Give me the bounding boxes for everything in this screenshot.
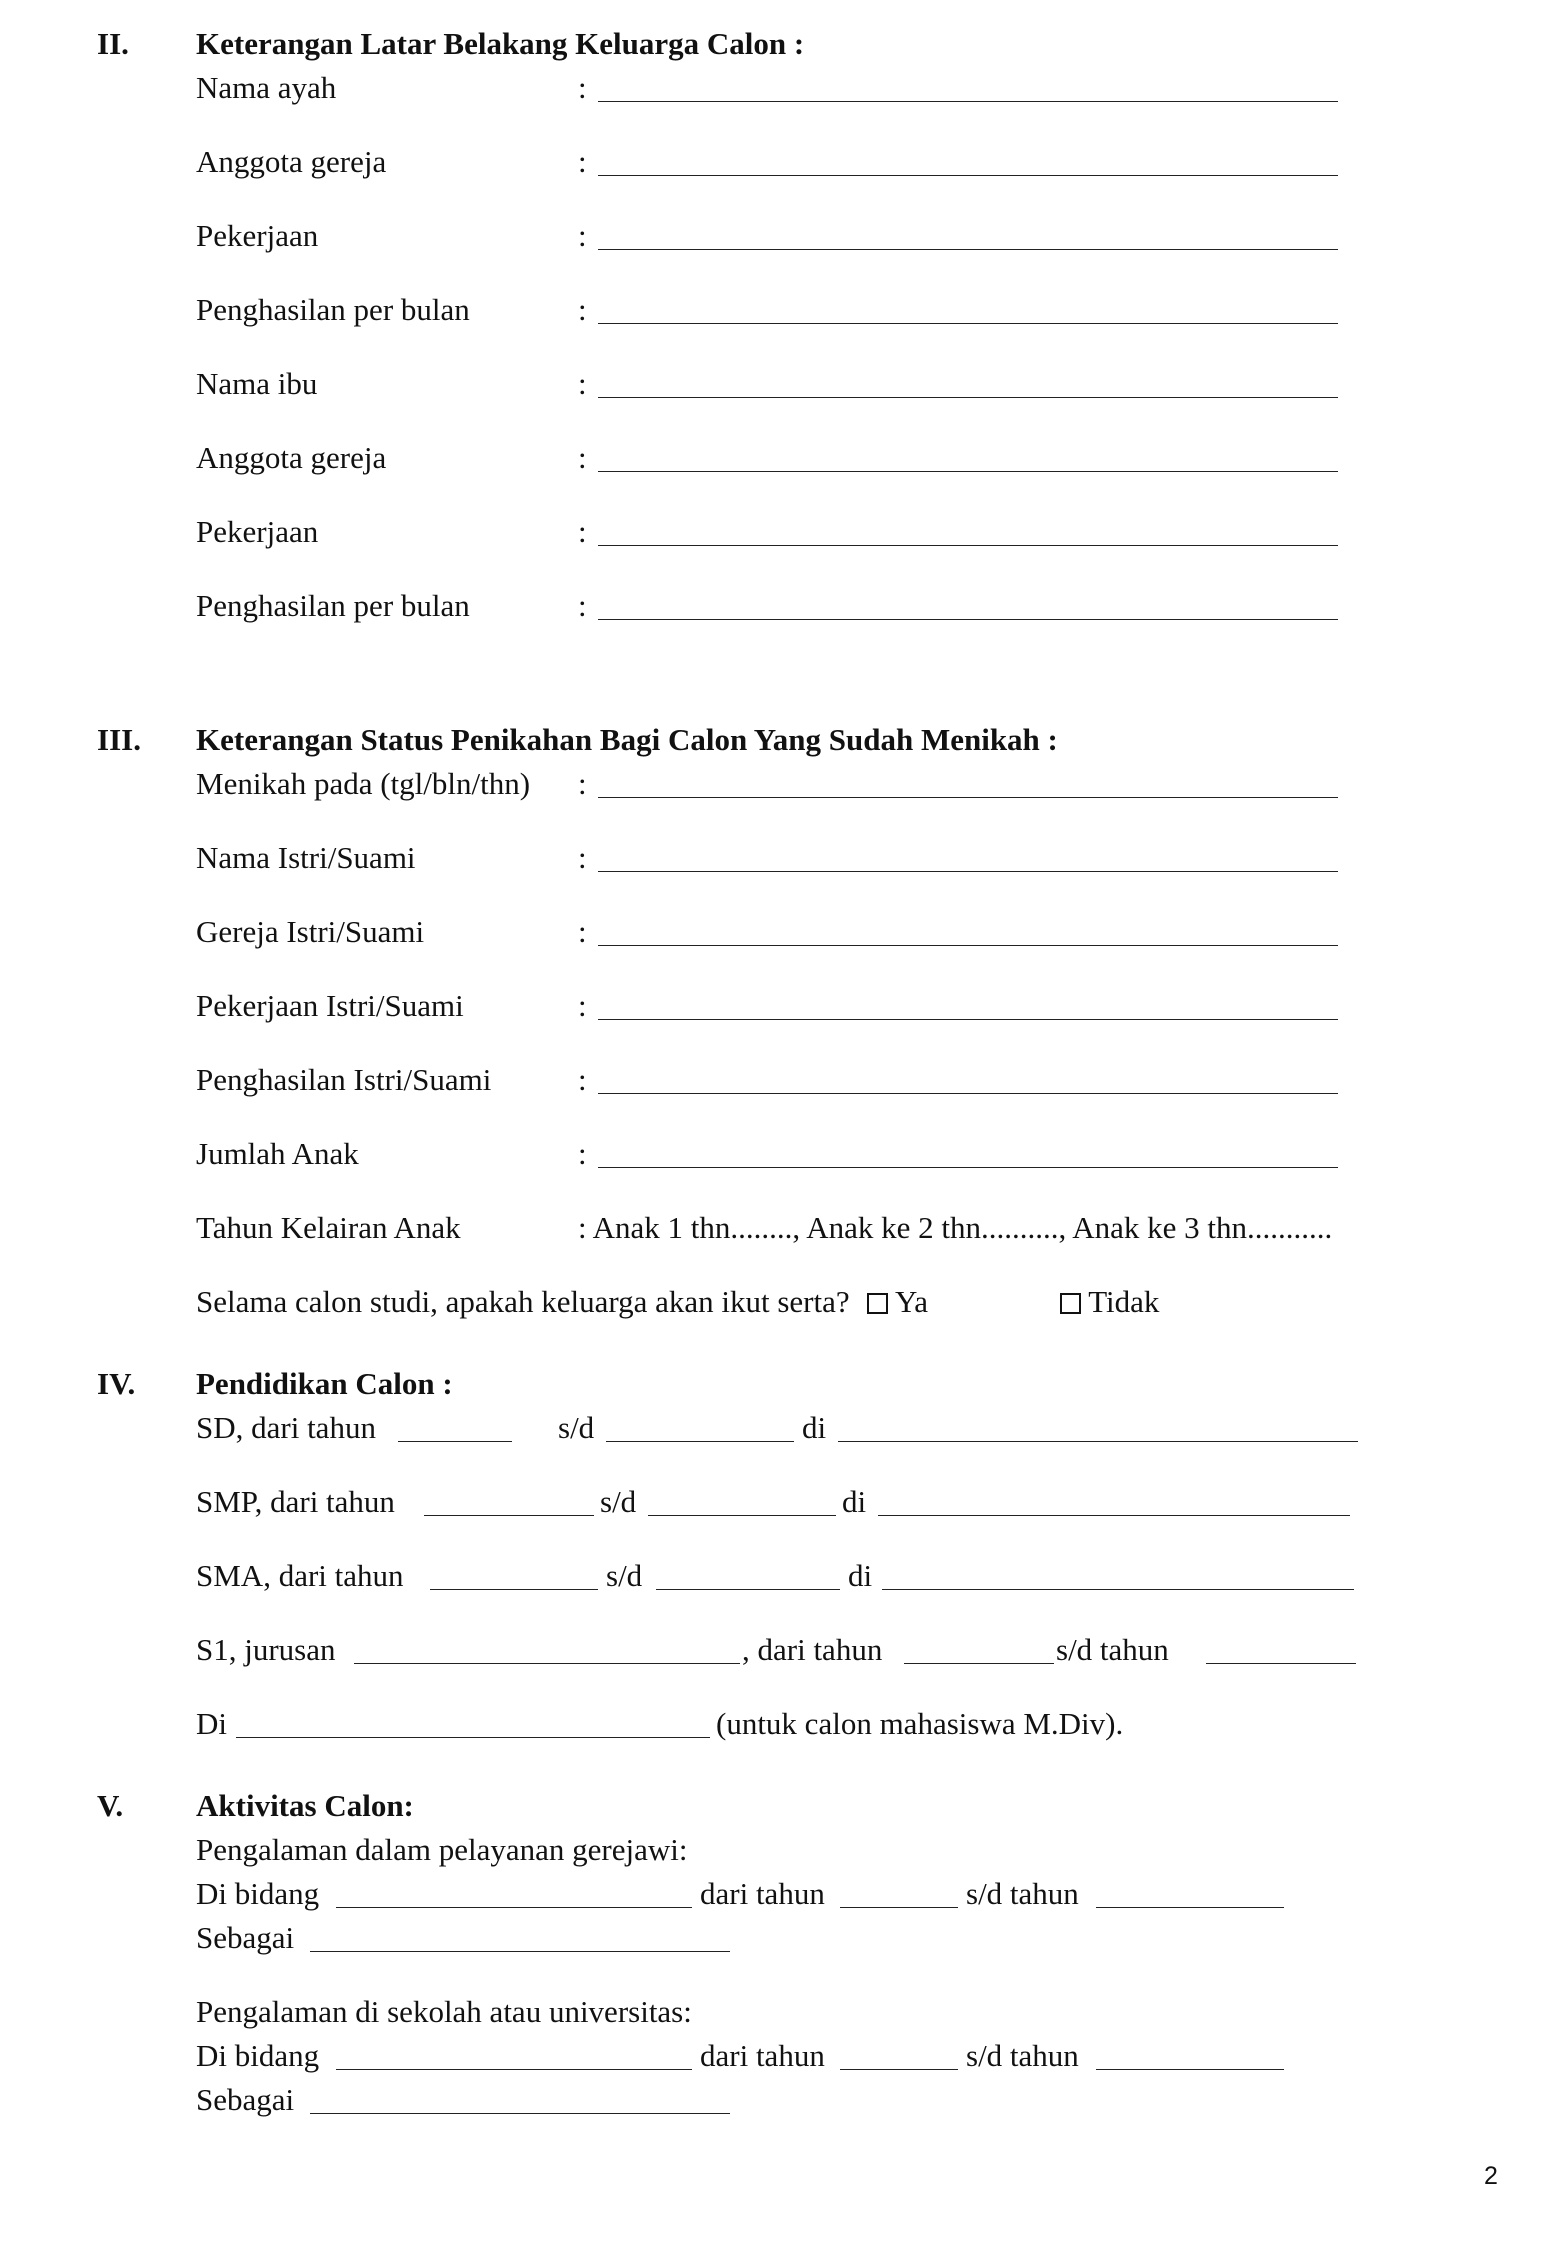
field-blank-gereja-pasangan[interactable] <box>598 945 1338 946</box>
field-label-penghasilan-ibu: Penghasilan per bulan <box>196 588 470 623</box>
sebagai-label: Sebagai <box>196 2082 295 2117</box>
di-bidang-label: Di bidang <box>196 1876 320 1911</box>
dari-tahun-label: dari tahun <box>700 1876 825 1911</box>
field-label-pekerjaan-pasangan: Pekerjaan Istri/Suami <box>196 988 464 1023</box>
edu-s1-start-blank[interactable] <box>904 1663 1054 1664</box>
colon: : <box>578 514 587 549</box>
exp-school-start-blank[interactable] <box>840 2069 958 2070</box>
field-blank-menikah-pada[interactable] <box>598 797 1338 798</box>
colon: : <box>578 70 587 105</box>
edu-sd-label: SD, dari tahun <box>196 1410 376 1445</box>
edu-s1-end-blank[interactable] <box>1206 1663 1356 1664</box>
field-label-anggota-gereja-ibu: Anggota gereja <box>196 440 387 475</box>
field-label-nama-ibu: Nama ibu <box>196 366 318 401</box>
edu-sma-label: SMA, dari tahun <box>196 1558 404 1593</box>
colon: : <box>578 292 587 327</box>
field-blank-pekerjaan-ibu[interactable] <box>598 545 1338 546</box>
mdiv-note: (untuk calon mahasiswa M.Div). <box>716 1706 1124 1741</box>
children-birth-years: : Anak 1 thn........, Anak ke 2 thn.........., Anak ke 3 thn........... <box>578 1210 1333 1245</box>
checkbox-tidak-label: Tidak <box>1088 1284 1160 1319</box>
edu-sma-start-blank[interactable] <box>430 1589 598 1590</box>
checkbox-tidak[interactable] <box>1060 1293 1081 1314</box>
edu-sma-end-blank[interactable] <box>656 1589 840 1590</box>
field-label-nama-ayah: Nama ayah <box>196 70 337 105</box>
field-blank-anggota-gereja-ibu[interactable] <box>598 471 1338 472</box>
colon: : <box>578 144 587 179</box>
sd-word: s/d <box>606 1558 643 1593</box>
field-label-penghasilan-pasangan: Penghasilan Istri/Suami <box>196 1062 492 1097</box>
exp-school-end-blank[interactable] <box>1096 2069 1284 2070</box>
sd-tahun-label: s/d tahun <box>966 1876 1079 1911</box>
exp-school-heading: Pengalaman di sekolah atau universitas: <box>196 1994 692 2029</box>
page-number: 2 <box>1484 2162 1498 2190</box>
colon: : <box>578 1136 587 1171</box>
section-3-title: Keterangan Status Penikahan Bagi Calon Yang Sudah Menikah : <box>196 722 1058 757</box>
di-bidang-label: Di bidang <box>196 2038 320 2073</box>
edu-s1-major-blank[interactable] <box>354 1663 740 1664</box>
colon: : <box>578 914 587 949</box>
field-blank-nama-ayah[interactable] <box>598 101 1338 102</box>
sd-word: s/d <box>600 1484 637 1519</box>
field-blank-jumlah-anak[interactable] <box>598 1167 1338 1168</box>
exp-church-field-blank[interactable] <box>336 1907 692 1908</box>
edu-sd-start-blank[interactable] <box>398 1441 512 1442</box>
colon: : <box>578 218 587 253</box>
di-word: di <box>848 1558 873 1593</box>
field-blank-pekerjaan-pasangan[interactable] <box>598 1019 1338 1020</box>
section-2-title: Keterangan Latar Belakang Keluarga Calon : <box>196 26 805 61</box>
field-blank-penghasilan-ibu[interactable] <box>598 619 1338 620</box>
exp-school-field-blank[interactable] <box>336 2069 692 2070</box>
field-blank-anggota-gereja-ayah[interactable] <box>598 175 1338 176</box>
s1-dari-tahun: , dari tahun <box>742 1632 883 1667</box>
field-blank-nama-pasangan[interactable] <box>598 871 1338 872</box>
exp-church-start-blank[interactable] <box>840 1907 958 1908</box>
edu-smp-start-blank[interactable] <box>424 1515 594 1516</box>
section-4-title: Pendidikan Calon : <box>196 1366 453 1401</box>
section-3-number: III. <box>97 722 141 757</box>
sd-tahun-label: s/d tahun <box>966 2038 1079 2073</box>
exp-church-role-blank[interactable] <box>310 1951 730 1952</box>
di-word: di <box>802 1410 827 1445</box>
checkbox-ya[interactable] <box>867 1293 888 1314</box>
section-4-number: IV. <box>97 1366 136 1401</box>
di-word: di <box>842 1484 867 1519</box>
field-blank-penghasilan-pasangan[interactable] <box>598 1093 1338 1094</box>
section-5-title: Aktivitas Calon: <box>196 1788 414 1823</box>
s1-sd-tahun: s/d tahun <box>1056 1632 1169 1667</box>
exp-church-end-blank[interactable] <box>1096 1907 1284 1908</box>
field-label-anggota-gereja-ayah: Anggota gereja <box>196 144 387 179</box>
edu-s1-label: S1, jurusan <box>196 1632 336 1667</box>
colon: : <box>578 366 587 401</box>
family-question-text: Selama calon studi, apakah keluarga akan ikut serta? <box>196 1284 850 1319</box>
field-blank-pekerjaan-ayah[interactable] <box>598 249 1338 250</box>
edu-smp-end-blank[interactable] <box>648 1515 836 1516</box>
field-label-penghasilan-ayah: Penghasilan per bulan <box>196 292 470 327</box>
edu-di-label: Di <box>196 1706 227 1741</box>
colon: : <box>578 588 587 623</box>
field-label-nama-pasangan: Nama Istri/Suami <box>196 840 416 875</box>
colon: : <box>578 988 587 1023</box>
field-blank-penghasilan-ayah[interactable] <box>598 323 1338 324</box>
section-5-number: V. <box>97 1788 124 1823</box>
edu-s1-place-blank[interactable] <box>236 1737 710 1738</box>
field-blank-nama-ibu[interactable] <box>598 397 1338 398</box>
field-label-tahun-kelahiran-anak: Tahun Kelairan Anak <box>196 1210 461 1245</box>
edu-smp-label: SMP, dari tahun <box>196 1484 395 1519</box>
colon: : <box>578 1062 587 1097</box>
exp-school-role-blank[interactable] <box>310 2113 730 2114</box>
colon: : <box>578 840 587 875</box>
family-question <box>196 1286 928 1317</box>
field-label-gereja-pasangan: Gereja Istri/Suami <box>196 914 425 949</box>
edu-sd-end-blank[interactable] <box>606 1441 794 1442</box>
edu-sma-place-blank[interactable] <box>882 1589 1354 1590</box>
field-label-jumlah-anak: Jumlah Anak <box>196 1136 359 1171</box>
edu-sd-place-blank[interactable] <box>838 1441 1358 1442</box>
edu-smp-place-blank[interactable] <box>878 1515 1350 1516</box>
field-label-pekerjaan-ayah: Pekerjaan <box>196 218 319 253</box>
section-2-number: II. <box>97 26 129 61</box>
field-label-pekerjaan-ibu: Pekerjaan <box>196 514 319 549</box>
exp-church-heading: Pengalaman dalam pelayanan gerejawi: <box>196 1832 688 1867</box>
checkbox-ya-label: Ya <box>894 1284 929 1319</box>
sd-word: s/d <box>558 1410 595 1445</box>
dari-tahun-label: dari tahun <box>700 2038 825 2073</box>
sebagai-label: Sebagai <box>196 1920 295 1955</box>
colon: : <box>578 440 587 475</box>
option-tidak <box>1060 1286 1159 1317</box>
field-label-menikah-pada: Menikah pada (tgl/bln/thn) <box>196 766 531 801</box>
colon: : <box>578 766 587 801</box>
